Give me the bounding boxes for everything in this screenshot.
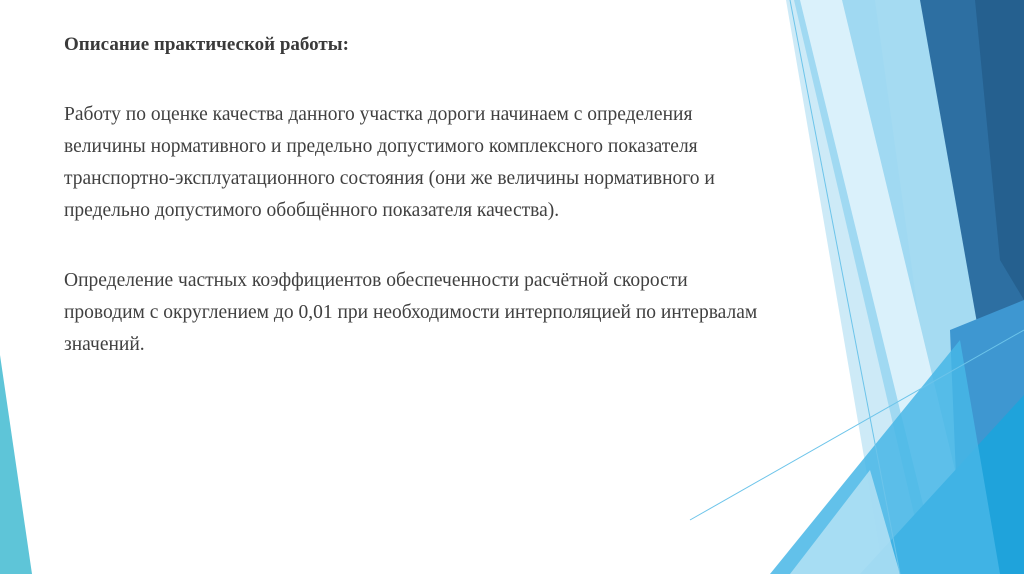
paragraph-quality-assessment: Работу по оценке качества данного участка дороги начинаем с определения величины нормативного и предельно допустимого комплексного показателя транспортно-эксплуатационного состояния (они же величины нормативного и предельно допустимого обобщённого показателя качества). [64,104,715,221]
slide-heading: Описание практической работы: [64,34,349,55]
content-block [64,30,764,361]
paragraph-coefficients: Определение частных коэффициентов обеспеченности расчётной скорости проводим с округлением до 0,01 при необходимости интерполяцией по интервалам значений. [64,270,758,355]
left-accent-triangle [0,355,32,574]
